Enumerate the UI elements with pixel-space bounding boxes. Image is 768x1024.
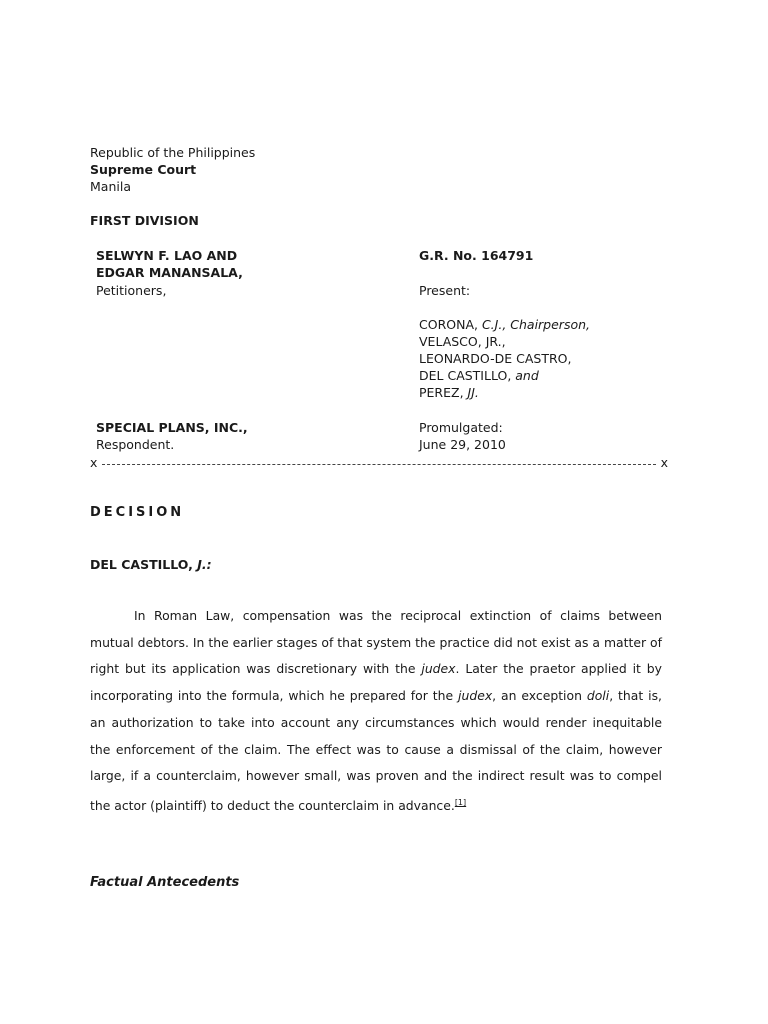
petitioner-name-1: SELWYN F. LAO AND	[96, 248, 238, 263]
ponente-line	[90, 557, 212, 572]
petitioners-label: Petitioners,	[96, 283, 167, 298]
body-paragraph: In Roman Law, compensation was the reciprocal extinction of claims between mutual debtors. In the earlier stages of that system the practice did not exist as a matter of right but its application was discretionary with the judex. Later the praetor applied it by incorporating into the formula, which he prepared for the judex, an exception doli, that is, an authorization to take into account any circumstances which would render inequitable the enforcement of the claim. The effect was to cause a dismissal of the claim, however large, if a counterclaim, however small, was proven and the indirect result was to compel the actor (plaintiff) to deduct the counterclaim in advance.[1]	[90, 608, 662, 814]
justice-name: PEREZ,	[419, 385, 468, 400]
city-line: Manila	[90, 179, 131, 194]
caption-separator	[90, 455, 668, 471]
separator-left-x: x	[90, 455, 98, 470]
justice-title: and	[515, 368, 539, 383]
justice-1	[419, 317, 590, 332]
country-line: Republic of the Philippines	[90, 145, 256, 160]
present-label: Present:	[419, 283, 471, 298]
justice-4	[419, 368, 539, 383]
ponente-title: J.:	[197, 557, 212, 572]
justice-title: C.J., Chairperson,	[481, 317, 591, 332]
justice-3	[419, 351, 571, 366]
section-heading: Factual Antecedents	[90, 875, 240, 890]
decision-title: DECISION	[90, 505, 185, 520]
ponente-name: DEL CASTILLO,	[90, 557, 198, 572]
justice-name: VELASCO, JR.,	[419, 334, 506, 349]
promulgated-date: June 29, 2010	[419, 437, 506, 452]
respondent-name: SPECIAL PLANS, INC.,	[96, 420, 248, 435]
justice-name: CORONA,	[419, 317, 482, 332]
justice-title: JJ.	[467, 385, 479, 400]
promulgated-label: Promulgated:	[419, 420, 503, 435]
justice-name: DEL CASTILLO,	[419, 368, 516, 383]
gr-number: G.R. No. 164791	[419, 248, 534, 263]
petitioner-name-2: EDGAR MANANSALA,	[96, 265, 243, 280]
separator-dashes	[102, 464, 656, 465]
court-name: Supreme Court	[90, 162, 197, 177]
justice-5	[419, 385, 479, 400]
division-heading: FIRST DIVISION	[90, 213, 199, 228]
justice-name: LEONARDO-DE CASTRO,	[419, 351, 572, 366]
footnote-link[interactable]: [1]	[454, 797, 467, 807]
separator-right-x: x	[660, 455, 668, 470]
respondent-label: Respondent.	[96, 437, 175, 452]
justice-2	[419, 334, 506, 349]
